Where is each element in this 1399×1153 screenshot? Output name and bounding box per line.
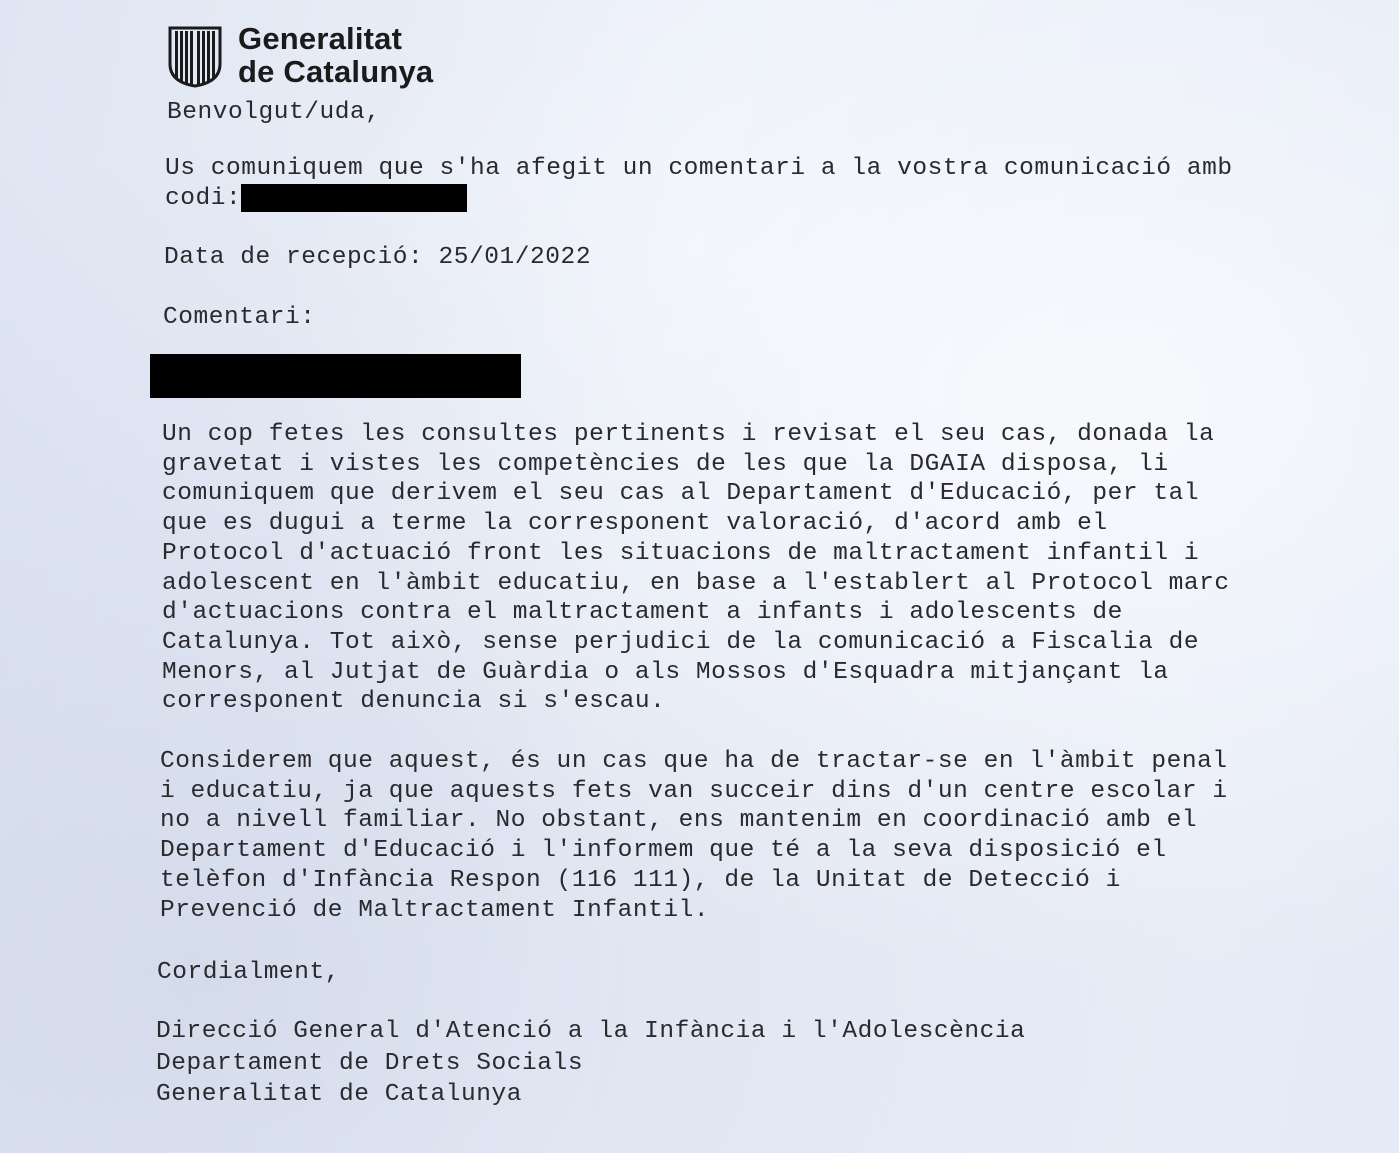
signature-block — [156, 1016, 1025, 1111]
paragraph-line: Prevenció de Maltractament Infantil. — [160, 896, 710, 924]
four-bars-emblem-icon — [166, 24, 224, 88]
signature-line: Departament de Drets Socials — [156, 1049, 584, 1077]
paragraph-line: comuniquem que derivem el seu cas al Departament d'Educació, per tal — [162, 480, 1200, 508]
intro-line-2: codi: — [165, 185, 242, 212]
redacted-code — [241, 184, 467, 212]
paragraph-line: Considerem que aquest, és un cas que ha de tractar-se en l'àmbit penal — [160, 748, 1228, 775]
closing: Cordialment, — [157, 959, 341, 986]
paragraph-line: gravetat i vistes les competències de les que la DGAIA disposa, li — [162, 450, 1169, 478]
paragraph-line: i educatiu, ja que aquests fets van succeir dins d'un centre escolar i — [160, 777, 1228, 805]
paragraph-line: Departament d'Educació i l'informem que té a la seva disposició el — [160, 837, 1167, 865]
paragraph-line: adolescent en l'àmbit educatiu, en base a l'establert al Protocol marc — [162, 569, 1230, 597]
greeting: Benvolgut/uda, — [167, 99, 381, 126]
intro-line-1: Us comuniquem que s'ha afegit un comentari a la vostra comunicació amb — [165, 155, 1233, 182]
paragraph-1 — [162, 420, 1230, 717]
paragraph-line: no a nivell familiar. No obstant, ens mantenim en coordinació amb el — [160, 807, 1198, 835]
paragraph-line: Menors, al Jutjat de Guàrdia o als Mossos d'Esquadra mitjançant la — [162, 658, 1169, 686]
paragraph-line: que es dugui a terme la corresponent valoració, d'acord amb el — [162, 510, 1108, 538]
organization-name-line1: Generalitat — [238, 21, 403, 56]
generalitat-logo — [166, 21, 434, 89]
paragraph-line: Protocol d'actuació front les situacions de maltractament infantil i — [162, 539, 1200, 567]
paragraph-line: Un cop fetes les consultes pertinents i revisat el seu cas, donada la — [162, 421, 1215, 448]
paragraph-line: d'actuacions contra el maltractament a infants i adolescents de — [162, 599, 1123, 627]
paragraph-line: corresponent denuncia si s'escau. — [162, 688, 666, 716]
comment-label: Comentari: — [163, 304, 316, 331]
organization-name — [238, 22, 433, 88]
paragraph-line: Catalunya. Tot això, sense perjudici de la comunicació a Fiscalia de — [162, 628, 1200, 656]
organization-name-line2: de Catalunya — [238, 54, 434, 89]
redacted-comment — [150, 354, 521, 398]
reception-date: Data de recepció: 25/01/2022 — [164, 244, 592, 271]
signature-line: Generalitat de Catalunya — [156, 1081, 523, 1108]
signature-line: Direcció General d'Atenció a la Infància i l'Adolescència — [156, 1018, 1026, 1045]
paragraph-line: telèfon d'Infància Respon (116 111), de la Unitat de Detecció i — [160, 866, 1121, 894]
paragraph-2 — [160, 747, 1228, 925]
